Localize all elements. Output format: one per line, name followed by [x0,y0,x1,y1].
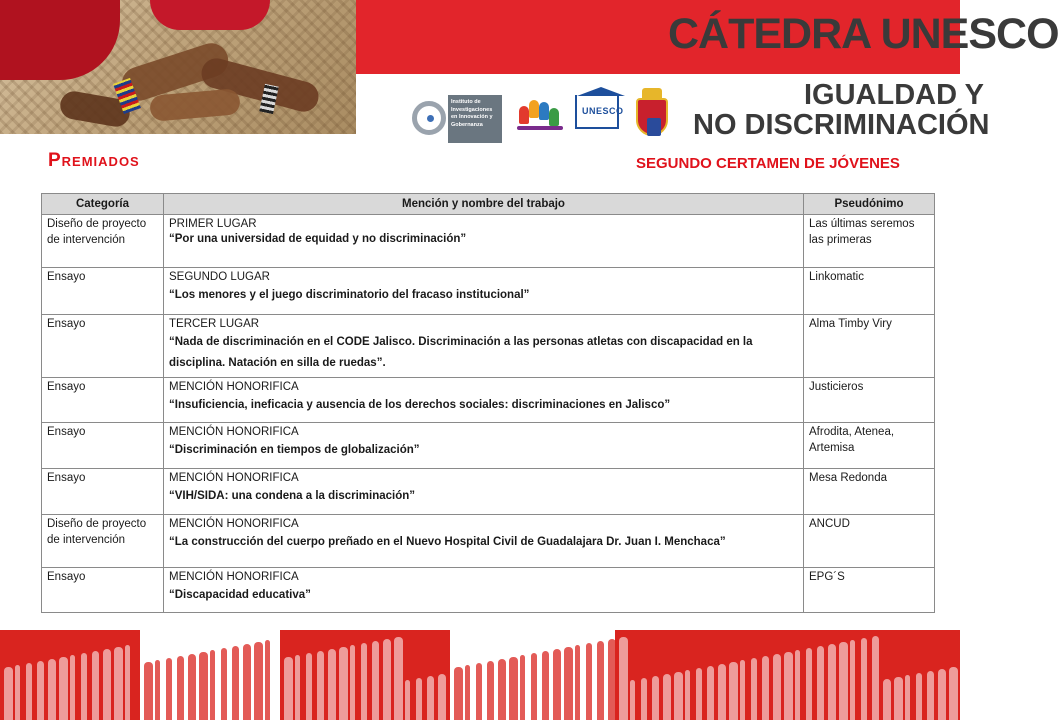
mention-cell [164,568,804,613]
pseudonym-cell: Afrodita, Atenea, Artemisa [804,423,935,469]
mention-cell [164,423,804,469]
rank-label: MENCIÓN HONORIFICA [169,381,299,393]
udg-shield-logo [634,88,670,138]
contest-title: SEGUNDO CERTAMEN DE JÓVENES [636,155,900,172]
work-title: “Por una universidad de equidad y no discriminación” [169,233,467,245]
work-title: “La construcción del cuerpo preñado en el Nuevo Hospital Civil de Guadalajara Dr. Juan I. Menchaca” [169,536,726,548]
rank-label: TERCER LUGAR [169,318,260,330]
work-title: “VIH/SIDA: una condena a la discriminación” [169,490,416,502]
header-mention: Mención y nombre del trabajo [164,194,804,215]
work-title: “Discriminación en tiempos de globalización” [169,444,420,456]
work-title: “Nada de discriminación en el CODE Jalisco. Discriminación a las personas atletas con discapacidad en la disciplina. Natación en silla de ruedas”. [169,336,753,369]
mention-cell [164,215,804,268]
table-row [42,469,935,515]
subtitle-line-2: NO DISCRIMINACIÓN [693,109,990,141]
pseudonym-cell: Mesa Redonda [804,469,935,515]
rank-label: MENCIÓN HONORIFICA [169,472,299,484]
pseudonym-cell: ANCUD [804,515,935,568]
subtitle-line-1: IGUALDAD Y [804,79,984,111]
header-category: Categoría [42,194,164,215]
mention-cell [164,515,804,568]
table-header-row [42,194,935,215]
iiig-logo: Instituto de Investigaciones en Innovación y Gobernanza [412,95,502,143]
conapred-logo [515,96,565,136]
table-row [42,268,935,315]
category-cell: Ensayo [42,568,164,613]
rank-label: MENCIÓN HONORIFICA [169,518,299,530]
table-row [42,315,935,378]
crowd-footer-band [0,630,960,720]
pseudonym-cell: Linkomatic [804,268,935,315]
category-cell: Diseño de proyecto de intervención [42,215,164,268]
work-title: “Insuficiencia, ineficacia y ausencia de los derechos sociales: discriminaciones en Jalisco” [169,399,671,411]
table-row [42,568,935,613]
pseudonym-cell: Alma Timby Viry [804,315,935,378]
rank-label: MENCIÓN HONORIFICA [169,426,299,438]
table-row [42,215,935,268]
header-pseudonym: Pseudónimo [804,194,935,215]
mention-cell [164,315,804,378]
rank-label: PRIMER LUGAR [169,218,257,230]
unesco-logo: UNESCO [571,95,623,137]
pseudonym-cell: Justicieros [804,378,935,423]
table-row [42,378,935,423]
catedra-title: CÁTEDRA UNESCO [668,10,1059,58]
category-cell: Ensayo [42,378,164,423]
table-row [42,515,935,568]
category-cell: Ensayo [42,423,164,469]
category-cell: Ensayo [42,315,164,378]
header-banner [0,0,1059,145]
category-cell: Diseño de proyecto de intervención [42,515,164,568]
mention-cell [164,378,804,423]
hands-photo [0,0,356,134]
rank-label: MENCIÓN HONORIFICA [169,571,299,583]
section-title: Premiados [48,150,140,171]
pseudonym-cell: EPG´S [804,568,935,613]
work-title: “Discapacidad educativa” [169,589,311,601]
mention-cell [164,268,804,315]
category-cell: Ensayo [42,469,164,515]
table-row [42,423,935,469]
work-title: “Los menores y el juego discriminatorio del fracaso institucional” [169,289,530,301]
rank-label: SEGUNDO LUGAR [169,271,270,283]
mention-cell [164,469,804,515]
pseudonym-cell: Las últimas seremos las primeras [804,215,935,268]
category-cell: Ensayo [42,268,164,315]
awards-table [41,193,935,613]
